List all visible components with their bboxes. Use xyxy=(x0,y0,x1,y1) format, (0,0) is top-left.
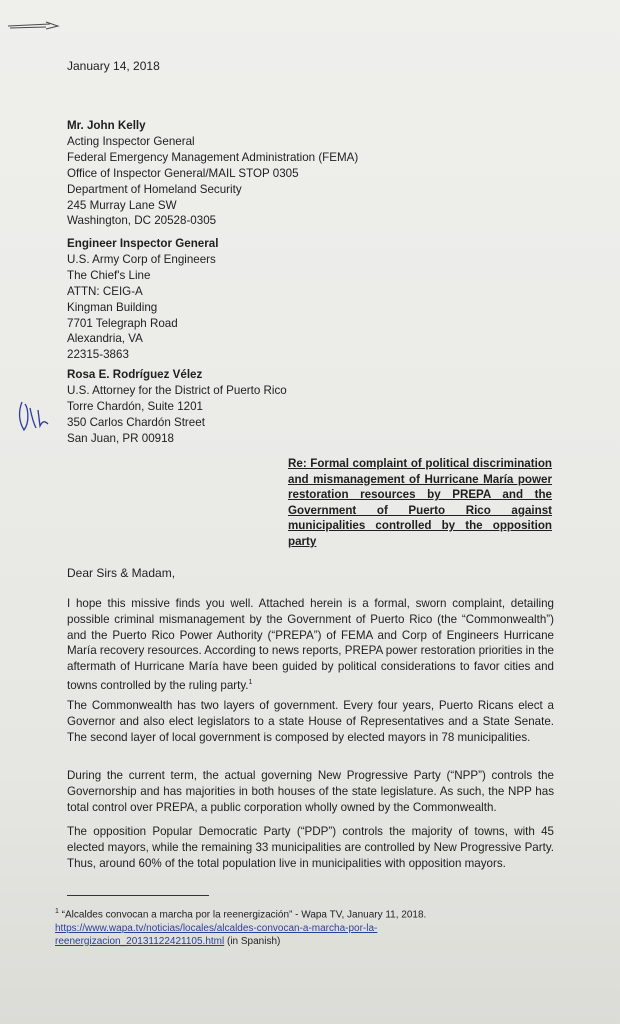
address-line: Washington, DC 20528-0305 xyxy=(67,214,217,228)
body-paragraph xyxy=(67,596,554,694)
recipient-name: Engineer Inspector General xyxy=(67,237,219,250)
address-line: Federal Emergency Management Administration (FEMA) xyxy=(67,150,359,164)
footnote-number: 1 xyxy=(55,908,59,915)
address-line: 22315-3863 xyxy=(67,348,129,362)
address-line: Alexandria, VA xyxy=(67,332,143,346)
address-line: The Chief's Line xyxy=(67,268,151,282)
paragraph-text: I hope this missive finds you well. Attached herein is a formal, sworn complaint, detailing possible criminal mismanagement by the Government of Puerto Rico (the “Commonwealth”) and the Puerto Rico Power Authority (“PREPA”) of FEMA and Corp of Engineers Hurricane María recovery resources. According to news reports, PREPA power restoration priorities in the aftermath of Hurricane María have been guided by political considerations to favor cities and towns controlled by the ruling party. xyxy=(67,597,554,692)
address-line: 350 Carlos Chardón Street xyxy=(67,415,205,429)
address-line: 7701 Telegraph Road xyxy=(67,316,178,330)
recipient-block-army-corps xyxy=(67,236,218,363)
address-line: ATTN: CEIG-A xyxy=(67,284,143,298)
address-line: Torre Chardón, Suite 1201 xyxy=(67,399,203,413)
address-line: Acting Inspector General xyxy=(67,134,195,148)
handwritten-initials xyxy=(16,398,52,434)
footnote-marker[interactable]: 1 xyxy=(248,678,253,686)
address-line: U.S. Army Corp of Engineers xyxy=(67,252,216,266)
address-line: 245 Murray Lane SW xyxy=(67,198,177,212)
footnote-link[interactable]: https://www.wapa.tv/noticias/locales/alcaldes-convocan-a-marcha-por-la-reenergizacion_20131122421105.html xyxy=(55,922,378,947)
recipient-block-us-attorney xyxy=(67,367,287,447)
body-paragraph: During the current term, the actual governing New Progressive Party (“NPP”) controls the Governorship and has majorities in both houses of the state legislature. As such, the NPP has total control over PREPA, a public corporation wholly owned by the Commonwealth. xyxy=(67,769,554,814)
letter-date: January 14, 2018 xyxy=(67,59,160,73)
recipient-name: Rosa E. Rodríguez Vélez xyxy=(67,368,203,381)
address-line: U.S. Attorney for the District of Puerto Rico xyxy=(67,383,287,397)
address-line: Office of Inspector General/MAIL STOP 0305 xyxy=(67,166,299,180)
address-line: Department of Homeland Security xyxy=(67,182,242,196)
footnote-text: “Alcaldes convocan a marcha por la reenergización” - Wapa TV, January 11, 2018. xyxy=(58,909,427,921)
letter-subject: Re: Formal complaint of political discrimination and mismanagement of Hurricane María power restoration resources by PREPA and the Government of Puerto Rico against municipalities controlled by the opposition party xyxy=(288,457,552,548)
recipient-block-fema xyxy=(67,118,358,229)
footnote-divider xyxy=(67,895,209,896)
pen-scribble-mark xyxy=(6,18,66,32)
recipient-name: Mr. John Kelly xyxy=(67,119,146,132)
footnote-suffix: (in Spanish) xyxy=(224,935,281,947)
body-paragraph: The opposition Popular Democratic Party (“PDP”) controls the majority of towns, with 45 elected mayors, while the remaining 33 municipalities are controlled by New Progressive Party. Thus, around 60% of the total population live in municipalities with opposition mayors. xyxy=(67,825,554,870)
footnote xyxy=(55,905,475,948)
salutation: Dear Sirs & Madam, xyxy=(67,566,176,580)
body-paragraph: The Commonwealth has two layers of government. Every four years, Puerto Ricans elect a Governor and also elect legislators to a state House of Representatives and a State Senate. The second layer of local government is composed by elected mayors in 78 municipalities. xyxy=(67,699,554,744)
address-line: Kingman Building xyxy=(67,300,158,314)
address-line: San Juan, PR 00918 xyxy=(67,431,174,445)
